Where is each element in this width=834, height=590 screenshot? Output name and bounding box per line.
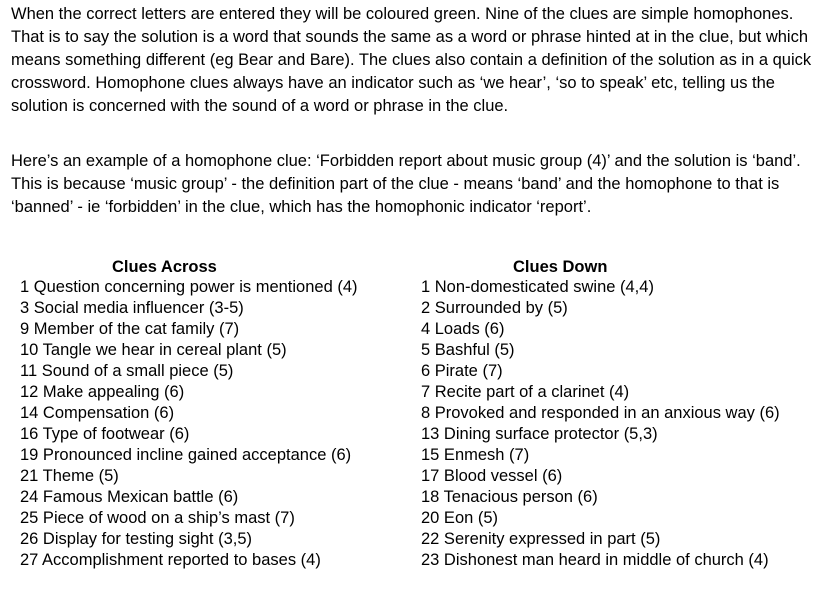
down-clue[interactable]: 8 Provoked and responded in an anxious way (6) xyxy=(421,404,780,422)
down-clue[interactable]: 6 Pirate (7) xyxy=(421,362,503,380)
down-clue[interactable]: 5 Bashful (5) xyxy=(421,341,515,359)
down-clue[interactable]: 23 Dishonest man heard in middle of church (4) xyxy=(421,551,769,569)
clues-down-list xyxy=(421,257,831,571)
down-clue[interactable]: 17 Blood vessel (6) xyxy=(421,467,563,485)
across-clue[interactable]: 21 Theme (5) xyxy=(20,467,119,485)
clues-down-heading: Clues Down xyxy=(513,258,608,276)
down-clue[interactable]: 18 Tenacious person (6) xyxy=(421,488,598,506)
across-clue[interactable]: 11 Sound of a small piece (5) xyxy=(20,362,234,380)
across-clue[interactable]: 25 Piece of wood on a ship’s mast (7) xyxy=(20,509,295,527)
down-clue[interactable]: 22 Serenity expressed in part (5) xyxy=(421,530,661,548)
intro-paragraph-1 xyxy=(11,3,823,118)
across-clue[interactable]: 14 Compensation (6) xyxy=(20,404,175,422)
clues-across-list xyxy=(20,257,415,571)
across-clue[interactable]: 19 Pronounced incline gained acceptance (6) xyxy=(20,446,352,464)
down-clue[interactable]: 15 Enmesh (7) xyxy=(421,446,530,464)
across-clue[interactable]: 27 Accomplishment reported to bases (4) xyxy=(20,551,321,569)
intro-paragraph-2 xyxy=(11,150,823,219)
across-clue[interactable]: 16 Type of footwear (6) xyxy=(20,425,190,443)
down-clue[interactable]: 4 Loads (6) xyxy=(421,320,505,338)
across-clue[interactable]: 3 Social media influencer (3-5) xyxy=(20,299,244,317)
across-clue[interactable]: 12 Make appealing (6) xyxy=(20,383,185,401)
down-clue[interactable]: 2 Surrounded by (5) xyxy=(421,299,568,317)
down-clue[interactable]: 13 Dining surface protector (5,3) xyxy=(421,425,658,443)
intro-text-1: When the correct letters are entered they will be coloured green. Nine of the clues are simple homophones. That is to say the solution is a word that sounds the same as a word or phrase hinted at in the clue, but which means something different (eg Bear and Bare). The clues also contain a definition of the solution as in a quick crossword. Homophone clues always have an indicator such as ‘we hear’, ‘so to speak’ etc, telling us the solution is concerned with the sound of a word or phrase in the clue. xyxy=(11,5,812,115)
clues-across-heading: Clues Across xyxy=(112,258,217,276)
across-clue[interactable]: 9 Member of the cat family (7) xyxy=(20,320,240,338)
across-clue[interactable]: 24 Famous Mexican battle (6) xyxy=(20,488,239,506)
across-clue[interactable]: 26 Display for testing sight (3,5) xyxy=(20,530,253,548)
down-clue[interactable]: 1 Non-domesticated swine (4,4) xyxy=(421,278,654,296)
down-clue[interactable]: 20 Eon (5) xyxy=(421,509,499,527)
intro-text-2: Here’s an example of a homophone clue: ‘Forbidden report about music group (4)’ and the solution is ‘band’. This is because ‘music group’ - the definition part of the clue - means ‘band’ and the homophone to that is ‘banned’ - ie ‘forbidden’ in the clue, which has the homophonic indicator ‘report’. xyxy=(11,152,801,216)
across-clue[interactable]: 10 Tangle we hear in cereal plant (5) xyxy=(20,341,287,359)
down-clue[interactable]: 7 Recite part of a clarinet (4) xyxy=(421,383,630,401)
across-clue[interactable]: 1 Question concerning power is mentioned (4) xyxy=(20,278,358,296)
